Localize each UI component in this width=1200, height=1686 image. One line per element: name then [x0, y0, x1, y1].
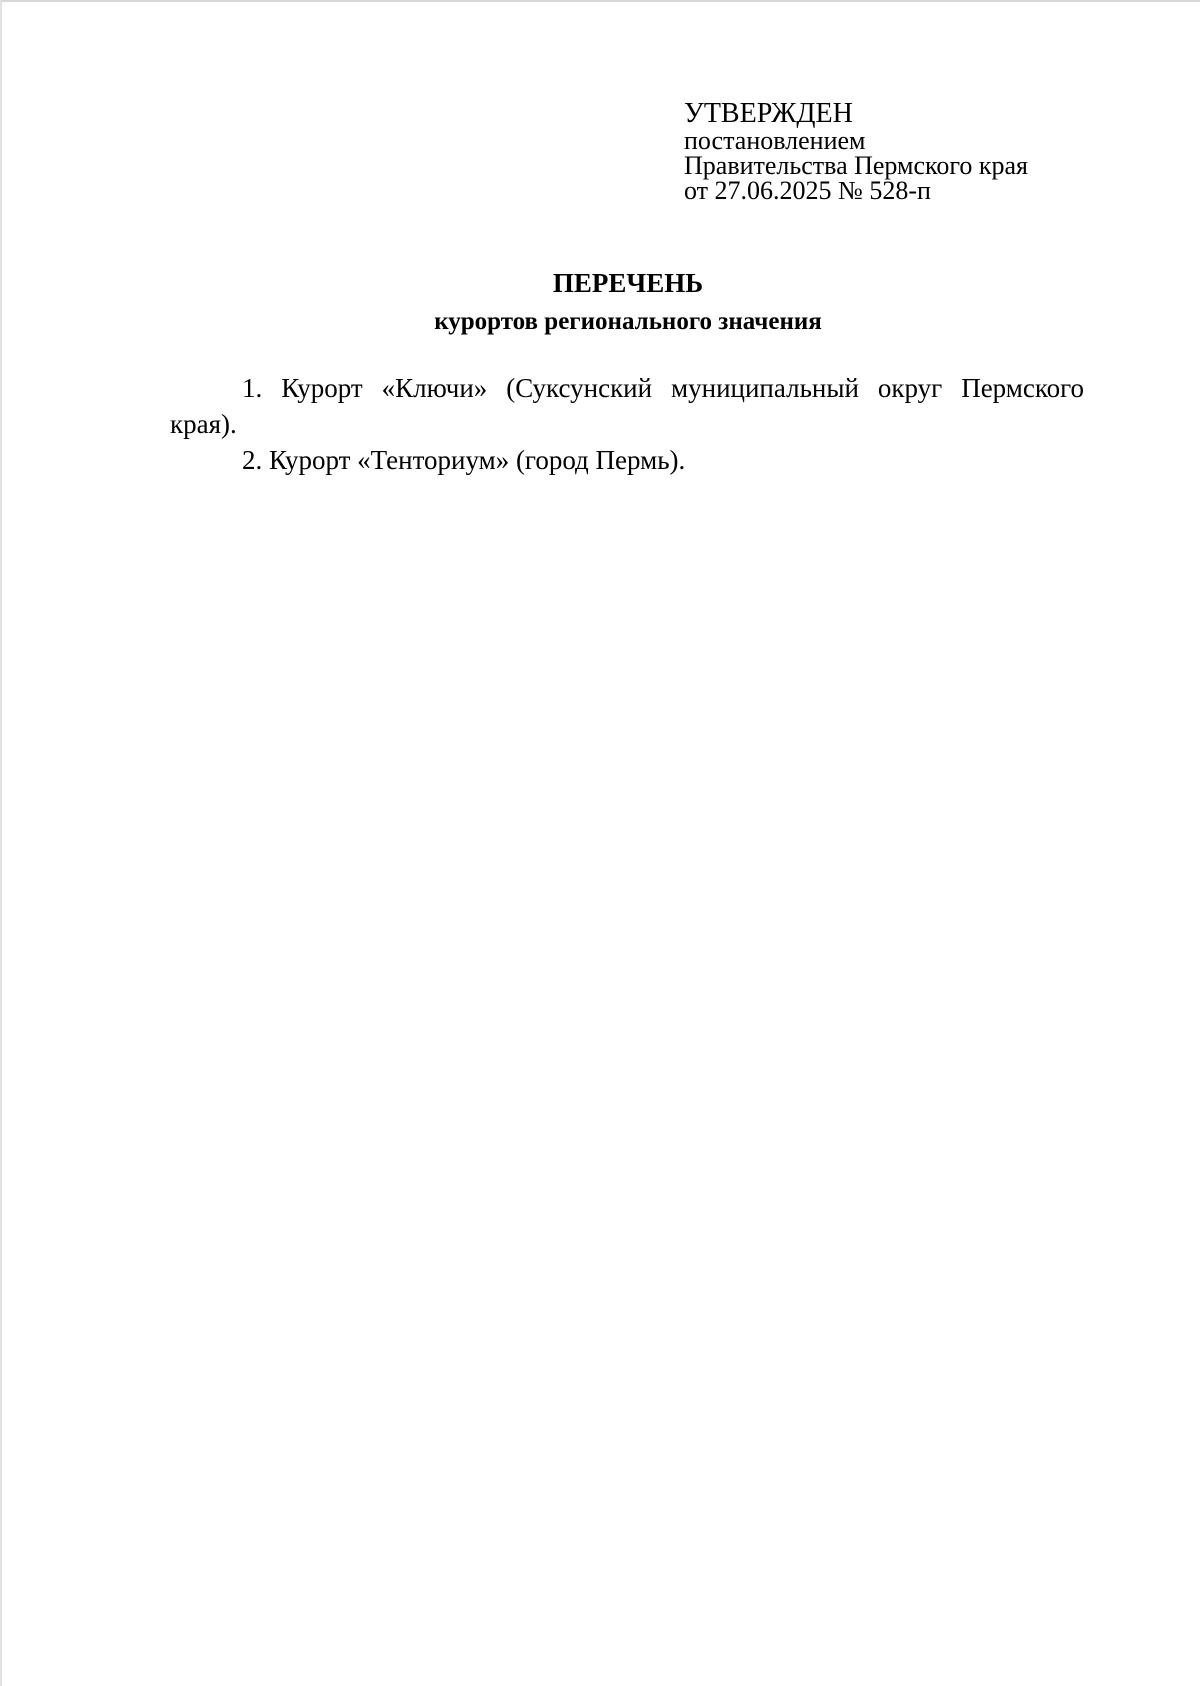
document-heading [0, 263, 1200, 341]
approval-line-1: постановлением [684, 126, 866, 155]
approval-stamp-block [684, 100, 1028, 203]
document-subtitle: курортов регионального значения [434, 308, 822, 335]
scan-edge-left [0, 0, 2, 1686]
list-item: 1. Курорт «Ключи» (Суксунский муниципальный округ Пермского края). [170, 373, 1084, 439]
list-item: 2. Курорт «Тенториум» (город Пермь). [242, 445, 686, 475]
approval-line-3: от 27.06.2025 № 528-п [684, 176, 931, 205]
approval-title: УТВЕРЖДЕН [684, 98, 853, 129]
resort-list [170, 370, 1084, 478]
document-title: ПЕРЕЧЕНЬ [552, 268, 704, 298]
approval-line-2: Правительства Пермского края [684, 151, 1028, 180]
scan-edge-top [0, 0, 1200, 2]
